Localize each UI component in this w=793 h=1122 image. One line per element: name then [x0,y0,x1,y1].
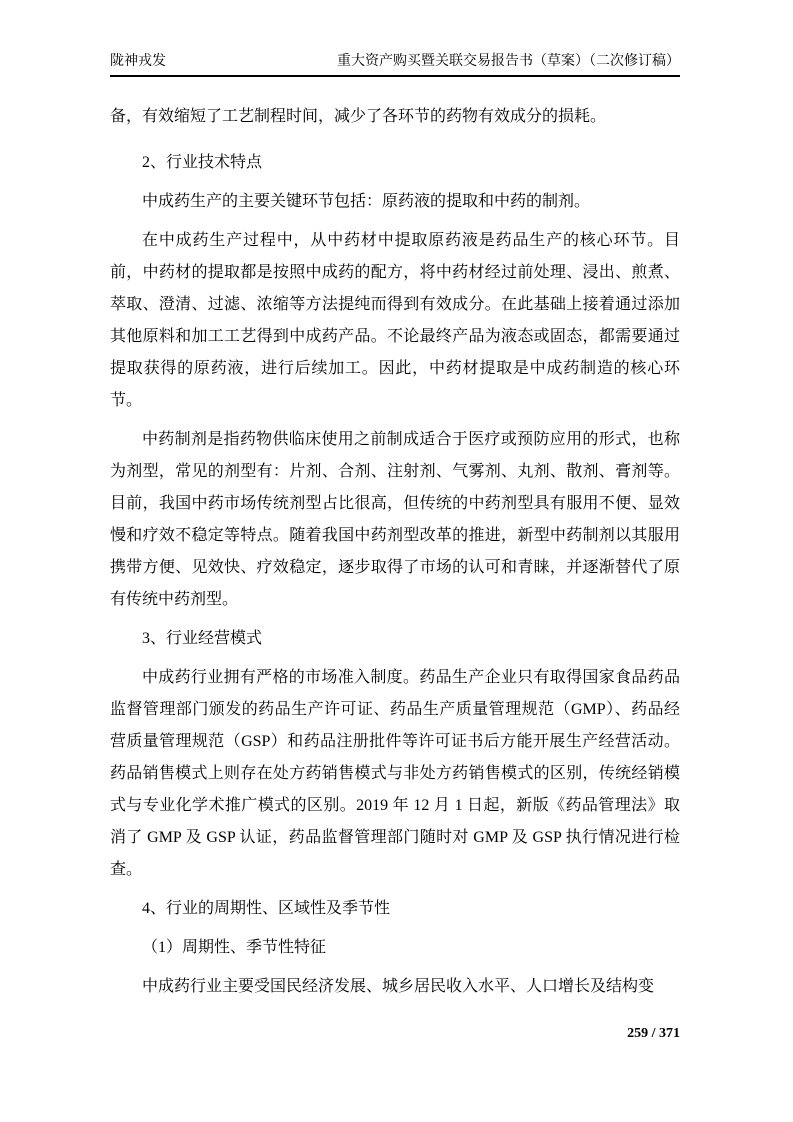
body-paragraph: 中成药行业主要受国民经济发展、城乡居民收入水平、人口增长及结构变 [142,978,655,995]
section-subheading: （1）周期性、季节性特征 [142,939,327,956]
body-paragraph: 在中成药生产过程中，从中药材中提取原药液是药品生产的核心环节。目前，中药材的提取都是按照中成药的配方，将中药材经过前处理、浸出、煎煮、萃取、澄清、过滤、浓缩等方法提纯而得到有效成分。在此基础上接着通过添加其他原料和加工工艺得到中成药产品。不论最终产品为液态或固态，都需要通过提取获得的原药液，进行后续加工。因此，中药材提取是中成药制造的核心环节。 [110,232,680,409]
header-company-name: 陇神戎发 [110,54,166,69]
header-report-title: 重大资产购买暨关联交易报告书（草案）（二次修订稿） [337,54,680,69]
body-paragraph: 中成药行业拥有严格的市场准入制度。药品生产企业只有取得国家食品药品监督管理部门颁发的药品生产许可证、药品生产质量管理规范（GMP）、药品经营质量管理规范（GSP）和药品注册批件等许可证书后方能开展生产经营活动。药品销售模式上则存在处方药销售模式与非处方药销售模式的区别，传统经销模式与专业化学术推广模式的区别。2019 年 12 月 1 日起，新版《药品管理法》取消了 GMP 及 GSP 认证，药品监督管理部门随时对 GMP 及 GSP 执行情况进行检查。 [110,669,680,878]
body-paragraph: 中药制剂是指药物供临床使用之前制成适合于医疗或预防应用的形式，也称为剂型，常见的剂型有：片剂、合剂、注射剂、气雾剂、丸剂、散剂、膏剂等。目前，我国中药市场传统剂型占比很高，但传统的中药剂型具有服用不便、显效慢和疗效不稳定等特点。随着我国中药剂型改革的推进，新型中药制剂以其服用携带方便、见效快、疗效稳定，逐步取得了市场的认可和青睐，并逐渐替代了原有传统中药剂型。 [110,431,680,608]
section-heading: 4、行业的周期性、区域性及季节性 [142,900,391,917]
page-number: 259 / 371 [627,1026,680,1041]
body-paragraph: 中成药生产的主要关键环节包括：原药液的提取和中药的制剂。 [142,193,591,210]
document-body [110,101,680,1010]
section-heading: 2、行业技术特点 [142,154,263,171]
body-paragraph: 备，有效缩短了工艺制程时间，减少了各环节的药物有效成分的损耗。 [110,108,607,125]
section-heading: 3、行业经营模式 [142,630,263,647]
page-header [110,53,680,77]
